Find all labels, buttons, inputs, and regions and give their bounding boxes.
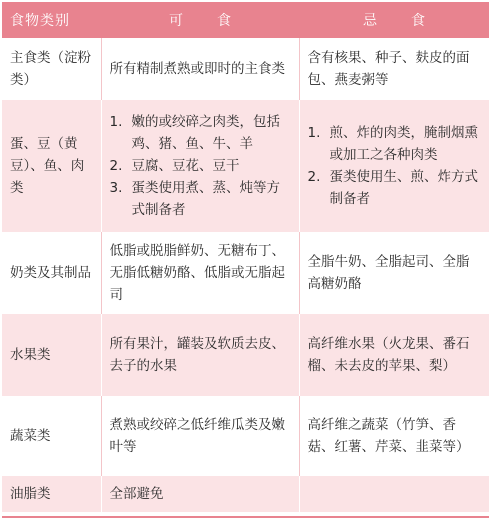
table-row bbox=[2, 100, 489, 232]
row-allowed: 所有果汁，罐装及软质去皮、去子的水果 bbox=[101, 314, 299, 396]
diet-table bbox=[2, 2, 489, 512]
list-item: 3. 蛋类使用煮、蒸、炖等方式制备者 bbox=[109, 180, 280, 218]
table-row bbox=[2, 476, 489, 512]
row-category: 蛋、豆（黄豆）、鱼、肉类 bbox=[2, 100, 101, 232]
table-row bbox=[2, 38, 489, 100]
row-avoid bbox=[299, 100, 489, 232]
row-avoid bbox=[299, 476, 489, 512]
row-category: 奶类及其制品 bbox=[2, 232, 101, 314]
row-avoid: 含有核果、种子、麸皮的面包、燕麦粥等 bbox=[299, 38, 489, 100]
row-avoid: 全脂牛奶、全脂起司、全脂高糖奶酪 bbox=[299, 232, 489, 314]
row-category: 蔬菜类 bbox=[2, 396, 101, 476]
header-category: 食物类别 bbox=[2, 2, 101, 38]
table-row bbox=[2, 314, 489, 396]
row-category: 主食类（淀粉类） bbox=[2, 38, 101, 100]
row-avoid: 高纤维之蔬菜（竹笋、香菇、红薯、芹菜、韭菜等） bbox=[299, 396, 489, 476]
row-allowed: 低脂或脱脂鲜奶、无糖布丁、无脂低糖奶酪、低脂或无脂起司 bbox=[101, 232, 299, 314]
avoid-list bbox=[308, 122, 482, 210]
table-header bbox=[2, 2, 489, 38]
row-avoid: 高纤维水果（火龙果、番石榴、未去皮的苹果、梨） bbox=[299, 314, 489, 396]
table-bottom-rule bbox=[2, 516, 489, 518]
row-category: 油脂类 bbox=[2, 476, 101, 512]
list-item: 2. 豆腐、豆花、豆干 bbox=[109, 158, 240, 174]
row-allowed: 所有精制煮熟或即时的主食类 bbox=[101, 38, 299, 100]
table-row bbox=[2, 396, 489, 476]
list-item: 1. 煎、炸的肉类，腌制烟熏或加工之各种肉类 bbox=[307, 125, 478, 163]
row-category: 水果类 bbox=[2, 314, 101, 396]
list-item: 2. 蛋类使用生、煎、炸方式制备者 bbox=[307, 169, 478, 207]
list-item: 1. 嫩的或绞碎之肉类，包括鸡、猪、鱼、牛、羊 bbox=[109, 114, 280, 152]
row-allowed: 煮熟或绞碎之低纤维瓜类及嫩叶等 bbox=[101, 396, 299, 476]
allowed-list bbox=[110, 111, 291, 221]
row-allowed bbox=[101, 100, 299, 232]
header-avoid: 忌食 bbox=[299, 2, 489, 38]
row-allowed: 全部避免 bbox=[101, 476, 299, 512]
header-allowed: 可食 bbox=[101, 2, 299, 38]
table-row bbox=[2, 232, 489, 314]
